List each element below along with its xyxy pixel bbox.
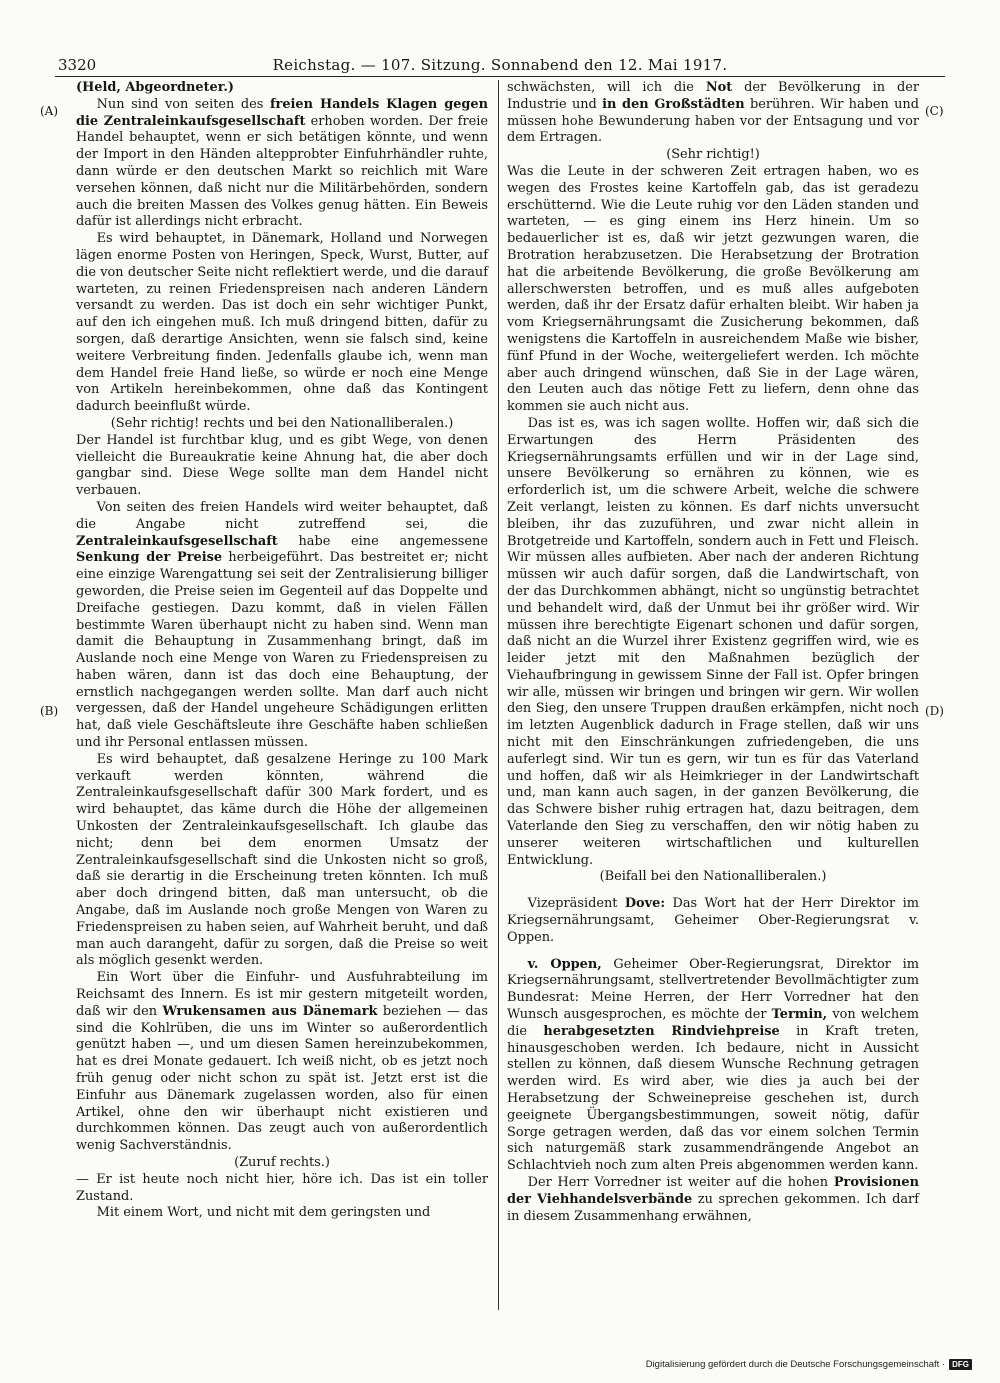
paragraph: Nun sind von seiten des freien Handels Klagen gegen die Zentraleinkaufsgesellschaft erhoben worden. Der freie Handel behauptet, wenn er sich betätigen könnte, und wenn der Import in den Händen altерprobter Einfuhrhändler ruhte, dann würde er den deutschen Markt so reichlich mit Ware versehen können, daß nicht nur die Militärbehörden, sondern auch die breiten Massen des Volkes genug hätten. Ein Beweis dafür ist allerdings nicht erbracht. — [76, 96, 488, 230]
left-column — [76, 80, 488, 1222]
paragraph: Es wird behauptet, daß gesalzene Heringe zu 100 Mark verkauft werden könnten, während die Zentraleinkaufsgesellschaft dafür 300 Mark fordert, und es wird behauptet, das käme durch die Höhe der allgemeinen Unkosten der Zentraleinkaufsgesellschaft. Ich glaube das nicht; denn bei dem enormen Umsatz der Zentraleinkaufsgesellschaft sind die Unkosten nicht so groß, daß sie derartig in die Erscheinung treten könnten. Ich muß aber doch dringend bitten, daß man untersucht, ob die Angabe, daß im Auslande noch große Mengen von Waren zu Friedenspreisen zu haben seien, auf Wahrheit beruht, und daß man auch darangeht, dafür zu sorgen, daß die Preise so weit als möglich gesenkt werden. — [76, 751, 488, 969]
dfg-logo: DFG — [949, 1359, 972, 1370]
footer-text: Digitalisierung gefördert durch die Deutsche Forschungsgemeinschaft · — [645, 1359, 946, 1370]
header-rule — [55, 76, 945, 77]
footer-credit — [646, 1359, 972, 1370]
interjection: (Sehr richtig! rechts und bei den Nationalliberalen.) — [110, 415, 454, 431]
paragraph: Es wird behauptet, in Dänemark, Holland und Norwegen lägen enorme Posten von Heringen, Speck, Wurst, Butter, auf die von deutscher Seite nicht reflektiert werde, und die darauf warteten, zu reinen Friedenspreisen nach anderen Ländern versandt zu werden. Das ist doch ein sehr wichtiger Punkt, auf den ich eingehen muß. Ich muß dringend bitten, dafür zu sorgen, daß derartige Ansichten, wenn sie falsch sind, keine weitere Verbreitung finden. Jedenfalls glaube ich, wenn man dem Handel freie Hand ließe, so würde er noch eine Menge von Artikeln hereinbekommen, ohne daß das Kontingent dadurch beeinflußt würde. — [76, 231, 488, 415]
margin-marker-d: (D) — [925, 704, 944, 718]
paragraph: Der Handel ist furchtbar klug, und es gibt Wege, von denen vielleicht die Bureaukratie keine Ahnung hat, die aber doch gangbar sind. Diese Wege sollte man dem Handel nicht verbauen. — [76, 432, 488, 499]
page-number: 3320 — [58, 56, 97, 74]
paragraph: Von seiten des freien Handels wird weiter behauptet, daß die Angabe nicht zutreffend sei, die Zentraleinkaufsgesellschaft habe eine angemessene Senkung der Preise herbeigeführt. Das bestreitet er; nicht eine einzige Warengattung sei seit der Zentralisierung billiger geworden, die Preise seien im Gegenteil auf das Doppelte und Dreifache gestiegen. Dazu kommt, daß in vielen Fällen bestimmte Waren überhaupt nicht zu haben sind. Wenn man damit die Behauptung in Zusammenhang bringt, daß im Auslande noch eine Menge von Waren zu Friedenspreisen zu haben wären, dann ist das doch eine Behauptung, der ernstlich nachgegangen werden sollte. Man darf auch nicht vergessen, daß der Handel ungeheure Schädigungen erlitten hat, daß viele Geschäftsleute ihre Geschäfte haben schließen und ihr Personal entlassen müssen. — [76, 499, 488, 751]
interjection: (Beifall bei den Nationalliberalen.) — [599, 869, 827, 885]
paragraph: Das ist es, was ich sagen wollte. Hoffen wir, daß sich die Erwartungen des Herrn Präsidenten des Kriegsernährungsamts erfüllen und wir in der Lage sind, unsere Bevölkerung so ernähren zu können, wie es erforderlich ist, um die schwere Arbeit, welche die schwere Zeit verlangt, leisten zu können. Es darf nichts unversucht bleiben, ihr das zuzuführen, und zwar nicht allein in Brotgetreide und Kartoffeln, sondern auch in Fett und Fleisch. Wir müssen alles aufbieten. Aber nach der anderen Richtung müssen wir auch dafür sorgen, daß die Landwirtschaft, von der das Durchkommen abhängt, nicht so ungünstig betrachtet und behandelt wird, daß der Unmut bei ihr größer wird. Wir müssen ihre berechtigte Eigenart schonen und dafür sorgen, daß nicht an die Wurzel ihrer Existenz gegriffen wird, wie es leider jetzt mit den Maßnahmen bezüglich der Viehaufbringung in gewissem Sinne der Fall ist. Opfer bringen wir alle, müssen wir bringen und bringen wir gern. Wir wollen den Sieg, den unsere Truppen draußen erkämpfen, nicht noch im letzten Augenblick dadurch in Frage stellen, daß wir uns nicht mit den Einschränkungen zufriedengeben, die uns auferlegt sind. Wir tun es gern, wir tun es für das Vaterland und hoffen, daß wir als Heimkrieger in der Landwirtschaft und, man kann auch sagen, in der ganzen Bevölkerung, die das Schwere bisher ruhig ertragen hat, dazu beitragen, dem Vaterlande den Sieg zu verschaffen, den wir nötig haben zu unserer weiteren wirtschaftlichen und kulturellen Entwicklung. — [507, 415, 919, 868]
margin-marker-c: (C) — [925, 104, 944, 118]
paragraph: Mit einem Wort, und nicht mit dem geringsten und — [96, 1205, 431, 1221]
paragraph: Vizepräsident Dove: Das Wort hat der Herr Direktor im Kriegsernährungsamt, Geheimer Ober-Regierungsrat v. Oppen. — [507, 896, 919, 945]
speaker-label: (Held, Abgeordneter.) — [76, 80, 234, 95]
paragraph: v. Oppen, Geheimer Ober-Regierungsrat, Direktor im Kriegsernährungsamt, stellvertretender Bevollmächtigter zum Bundesrat: Meine Herren, der Herr Vorredner hat den Wunsch ausgesprochen, es möchte der Termin, von welchem die herabgesetzten Rindviehpreise in Kraft treten, hinausgeschoben werden. Ich bedaure, nicht in Aussicht stellen zu können, daß diesem Wunsche Rechnung getragen werden wird. Es wird aber, wie dies ja auch bei der Herabsetzung der Schweinepreise geschehen ist, durch geeignete Übergangsbestimmungen, soweit nötig, dafür Sorge getragen werden, daß das vor einem solchen Termin sich naturgemäß stark zusammendrängende Angebot an Schlachtvieh noch zum alten Preis abgenommen werden kann. — [507, 956, 919, 1174]
margin-marker-b: (B) — [40, 704, 59, 718]
paragraph: Ein Wort über die Einfuhr- und Ausfuhrabteilung im Reichsamt des Innern. Es ist mir gestern mitgeteilt worden, daß wir den Wrukensamen aus Dänemark beziehen — das sind die Kohlrüben, die uns im Winter so außerordentlich genützt haben —, und um diesen Samen hereinzubekommen, hat es drei Monate gedauert. Ich weiß nicht, ob es jetzt noch früh genug oder nicht schon zu spät ist. Jetzt erst ist die Einfuhr aus Dänemark zugelassen worden, also für einen Artikel, ohne den wir überhaupt nicht existieren und durchkommen können. Das zeugt auch von außerordentlich wenig Sachverständnis. — [76, 970, 488, 1154]
interjection: (Zuruf rechts.) — [234, 1155, 330, 1170]
margin-marker-a: (A) — [40, 104, 59, 118]
paragraph: Der Herr Vorredner ist weiter auf die hohen Provisionen der Viehhandelsverbände zu sprechen gekommen. Ich darf in diesem Zusammenhang erwähnen, — [507, 1175, 919, 1224]
interjection: (Sehr richtig!) — [666, 147, 760, 163]
running-title: Reichstag. — 107. Sitzung. Sonnabend den 12. Mai 1917. — [272, 56, 728, 74]
paragraph: Was die Leute in der schweren Zeit ertragen haben, wo es wegen des Frostes keine Kartoffeln gab, das ist geradezu erschütternd. Wie die Leute ruhig vor den Läden standen und warteten, — es ging einem ins Herz hinein. Um so bedauerlicher ist es, daß wir jetzt gezwungen waren, die Brotration herabzusetzen. Die Herabsetzung der Brotration hat die arbeitende Bevölkerung, die große Bevölkerung am allerschwersten betroffen, und es muß alles aufgeboten werden, daß ihr der Ersatz dafür erhalten bleibt. Wir haben ja vom Kriegsernährungsamt die Zusicherung bekommen, daß wenigstens die Kartoffeln in ausreichendem Maße wie bisher, fünf Pfund in der Woche, weitergeliefert werden. Ich möchte aber auch dringend wünschen, daß Sie in der Lage wären, den Leuten auch das nötige Fett zu liefern, denn ohne das kommen sie auch nicht aus. — [507, 163, 919, 415]
paragraph: schwächsten, will ich die Not der Bevölkerung in der Industrie und in den Großstädten berühren. Wir haben und müssen hohe Bewunderung haben vor der Entsagung und vor dem Ertragen. — [507, 80, 920, 146]
column-divider — [498, 80, 499, 1310]
paragraph: — Er ist heute noch nicht hier, höre ich. Das ist ein toller Zustand. — [76, 1171, 488, 1204]
right-column — [507, 80, 919, 1225]
